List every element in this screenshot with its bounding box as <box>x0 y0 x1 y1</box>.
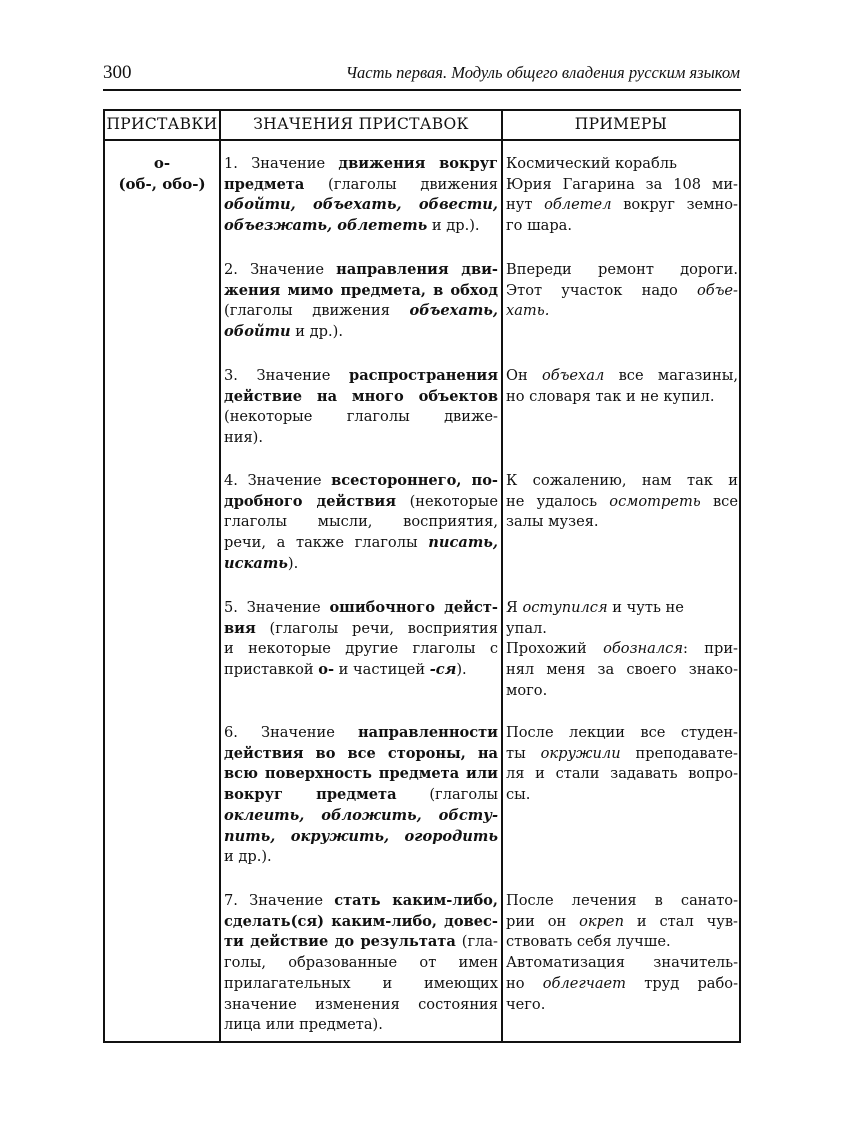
text-run: все <box>700 492 738 510</box>
text-run: лица или предмета). <box>224 1016 383 1034</box>
text-run: Юрия Гагарина за 108 ми- <box>506 175 738 193</box>
text-run: 2. Значение <box>224 261 337 278</box>
text-line <box>506 387 738 408</box>
running-title: Часть первая. Модуль общего владения русским языком <box>345 63 740 82</box>
text-run: упал. <box>506 619 547 637</box>
text-line <box>506 639 738 660</box>
text-run: ). <box>456 661 467 679</box>
column-header-prefixes: ПРИСТАВКИ <box>106 115 218 133</box>
text-run: (гла- <box>455 933 498 951</box>
text-line <box>224 598 498 619</box>
text-run: но словаря так и не купил. <box>506 387 715 405</box>
page-number: 300 <box>103 62 132 83</box>
page-header <box>103 62 740 86</box>
text-run: всю поверхность предмета или <box>224 765 498 783</box>
text-run: 3. Значение <box>224 367 349 384</box>
text-run: вия <box>224 619 256 637</box>
meaning-cell-4 <box>224 471 498 575</box>
text-run: (глаголы <box>396 786 498 804</box>
meaning-cell-6 <box>224 723 498 868</box>
text-run: Впереди ремонт дороги. <box>506 261 738 278</box>
prefix-cell <box>105 153 219 195</box>
text-run: всестороннего, по- <box>331 472 498 489</box>
text-run: (некоторые глаголы движе- <box>224 408 498 426</box>
example-cell-3 <box>506 366 738 407</box>
text-line <box>224 827 498 848</box>
text-line <box>506 366 738 387</box>
text-line <box>224 175 498 196</box>
example-cell-1 <box>506 154 738 237</box>
text-line <box>506 619 738 640</box>
text-run: распространения <box>348 367 498 384</box>
text-run: ошибочного дейст- <box>329 599 498 616</box>
text-run: объехать, <box>409 302 498 320</box>
text-run: Космический корабль <box>506 155 677 172</box>
text-line <box>224 428 498 449</box>
text-line <box>224 764 498 785</box>
text-run: (некоторые <box>396 492 498 510</box>
text-run: 1. Значение <box>224 155 339 172</box>
text-run: Прохожий <box>506 640 604 658</box>
text-run: Он <box>506 367 542 384</box>
text-run: но <box>506 974 543 992</box>
text-line <box>224 407 498 428</box>
text-run: приставкой <box>224 661 319 679</box>
text-run: значение изменения состояния <box>224 995 498 1013</box>
text-line <box>224 1015 498 1036</box>
text-line <box>224 932 498 953</box>
text-line <box>224 533 498 554</box>
prefix-table <box>103 109 741 1043</box>
text-run: и частицей <box>334 661 430 679</box>
text-run: (глаголы движения <box>224 302 410 320</box>
text-line <box>506 281 738 302</box>
text-line <box>224 260 498 281</box>
text-line <box>224 216 498 237</box>
prefix-variants: (об-, обо-) <box>118 175 206 193</box>
text-line <box>224 366 498 387</box>
text-run: облегчает <box>542 974 627 992</box>
text-run: ти действие до результата <box>224 933 456 951</box>
text-run: и стал чув- <box>623 912 738 930</box>
text-run: нут <box>506 196 545 214</box>
text-run: оступился <box>522 599 608 616</box>
text-line <box>224 554 498 575</box>
text-line <box>224 974 498 995</box>
text-run: искать <box>224 554 288 572</box>
text-line <box>506 301 738 322</box>
text-line <box>506 953 738 974</box>
text-line <box>506 216 738 237</box>
text-line <box>506 660 738 681</box>
text-run: и др.). <box>224 848 272 866</box>
text-line <box>224 723 498 744</box>
prefix-main: о- <box>153 154 171 172</box>
text-run: объехал <box>542 367 605 384</box>
text-run: сделать(ся) каким-либо, довес- <box>224 912 498 930</box>
text-line <box>506 932 738 953</box>
text-run: ля и стали задавать вопро- <box>506 765 738 783</box>
text-run: направления дви- <box>336 261 498 278</box>
text-line <box>224 891 498 912</box>
text-line <box>224 387 498 408</box>
text-line <box>506 723 738 744</box>
text-run: : при- <box>683 640 738 658</box>
text-line <box>224 471 498 492</box>
text-line <box>506 912 738 933</box>
text-run: 6. Значение <box>224 724 358 741</box>
text-run: После лечения в санато- <box>506 892 738 909</box>
text-run: пить, окружить, огородить <box>224 827 498 845</box>
text-line <box>506 492 738 513</box>
text-run: действия во все стороны, на <box>224 744 498 762</box>
text-line <box>506 764 738 785</box>
text-run: ствовать себя лучше. <box>506 933 671 951</box>
text-run: (глаголы речи, восприятия <box>255 619 498 637</box>
text-line <box>224 912 498 933</box>
text-run: направленности <box>357 724 498 741</box>
example-cell-2 <box>506 260 738 322</box>
text-run: и др.). <box>427 217 480 235</box>
text-line <box>506 891 738 912</box>
text-line <box>224 512 498 533</box>
text-line <box>224 744 498 765</box>
example-cell-4 <box>506 471 738 533</box>
text-run: вокруг предмета <box>224 786 397 804</box>
text-run: стать каким-либо, <box>334 892 498 909</box>
column-divider <box>501 111 503 1041</box>
text-run: обойти <box>224 323 291 341</box>
text-run: чего. <box>506 995 546 1013</box>
text-line <box>224 301 498 322</box>
text-run: глаголы мысли, восприятия, <box>224 513 498 531</box>
text-run: -ся <box>429 661 457 679</box>
text-run: преподавате- <box>620 744 738 762</box>
text-run: о- <box>318 661 335 679</box>
text-line <box>506 260 738 281</box>
text-run: облетел <box>544 196 612 214</box>
text-line <box>506 512 738 533</box>
column-header-meanings: ЗНАЧЕНИЯ ПРИСТАВОК <box>253 115 469 133</box>
example-cell-6 <box>506 723 738 806</box>
text-run: нял меня за своего знако- <box>506 661 738 679</box>
text-line <box>224 639 498 660</box>
text-run: ты <box>506 744 541 762</box>
column-header-examples: ПРИМЕРЫ <box>574 115 668 133</box>
text-run: ния). <box>224 429 263 447</box>
text-run: голы, образованные от имен <box>224 954 498 972</box>
text-line <box>224 995 498 1016</box>
header-row-rule <box>105 139 739 141</box>
text-line <box>506 175 738 196</box>
text-run: рии он <box>506 912 580 930</box>
text-run: речи, а также глаголы <box>224 534 429 552</box>
text-line <box>224 195 498 216</box>
text-run: обознался <box>603 640 683 658</box>
text-run: 7. Значение <box>224 892 335 909</box>
text-run: К сожалению, нам так и <box>506 472 738 489</box>
text-run: залы музея. <box>506 513 599 531</box>
text-run: и некоторые другие глаголы с <box>224 640 498 658</box>
text-run: окружили <box>540 744 621 762</box>
text-run: оклеить, обложить, обсту- <box>224 806 498 824</box>
text-line <box>506 744 738 765</box>
text-run: Этот участок надо <box>506 281 697 299</box>
text-run: и др.). <box>290 323 343 341</box>
text-run: Я <box>506 599 523 616</box>
text-line <box>506 471 738 492</box>
text-line <box>224 154 498 175</box>
text-line <box>224 619 498 640</box>
header-rule <box>103 89 741 91</box>
text-line <box>224 322 498 343</box>
text-line <box>506 785 738 806</box>
text-run: окреп <box>579 912 624 930</box>
text-run: 5. Значение <box>224 599 330 616</box>
text-run: предмета <box>224 175 305 193</box>
text-run: Автоматизация значитель- <box>506 954 738 972</box>
text-run: 4. Значение <box>224 472 332 489</box>
text-run: движения вокруг <box>338 155 498 172</box>
text-run: обойти, объехать, обвести, <box>224 196 498 214</box>
text-run: сы. <box>506 786 531 804</box>
text-run: не удалось <box>506 492 610 510</box>
text-run: (глаголы движения <box>304 175 498 193</box>
text-line <box>506 598 738 619</box>
text-line <box>506 154 738 175</box>
meaning-cell-5 <box>224 598 498 681</box>
text-run: дробного действия <box>224 492 397 510</box>
text-run: и чуть не <box>607 599 684 616</box>
text-run: все магазины, <box>604 367 738 384</box>
example-cell-5 <box>506 598 738 702</box>
text-run: действие на много объектов <box>224 387 498 405</box>
text-run: писать, <box>428 534 498 552</box>
text-line <box>506 995 738 1016</box>
text-run: труд рабо- <box>626 974 739 992</box>
text-line <box>506 681 738 702</box>
text-line <box>224 281 498 302</box>
meaning-cell-7 <box>224 891 498 1036</box>
meaning-cell-3 <box>224 366 498 449</box>
text-run: жения мимо предмета, в обход <box>224 281 498 299</box>
text-line <box>224 492 498 513</box>
text-line <box>224 806 498 827</box>
text-run: осмотреть <box>609 492 701 510</box>
text-run: объезжать, облететь <box>224 217 428 235</box>
text-run: После лекции все студен- <box>506 724 738 741</box>
text-run: ). <box>287 554 299 572</box>
text-line <box>224 847 498 868</box>
text-run: го шара. <box>506 217 573 235</box>
column-divider <box>219 111 221 1041</box>
text-line <box>506 195 738 216</box>
text-run: вокруг земно- <box>611 196 738 214</box>
text-run: объе- <box>697 281 738 299</box>
meaning-cell-2 <box>224 260 498 343</box>
example-cell-7 <box>506 891 738 1015</box>
text-run: хать. <box>506 302 550 320</box>
text-line <box>224 785 498 806</box>
text-run: мого. <box>506 681 548 699</box>
text-run: прилагательных и имеющих <box>224 974 498 992</box>
meaning-cell-1 <box>224 154 498 237</box>
text-line <box>224 953 498 974</box>
text-line <box>224 660 498 681</box>
text-line <box>506 974 738 995</box>
